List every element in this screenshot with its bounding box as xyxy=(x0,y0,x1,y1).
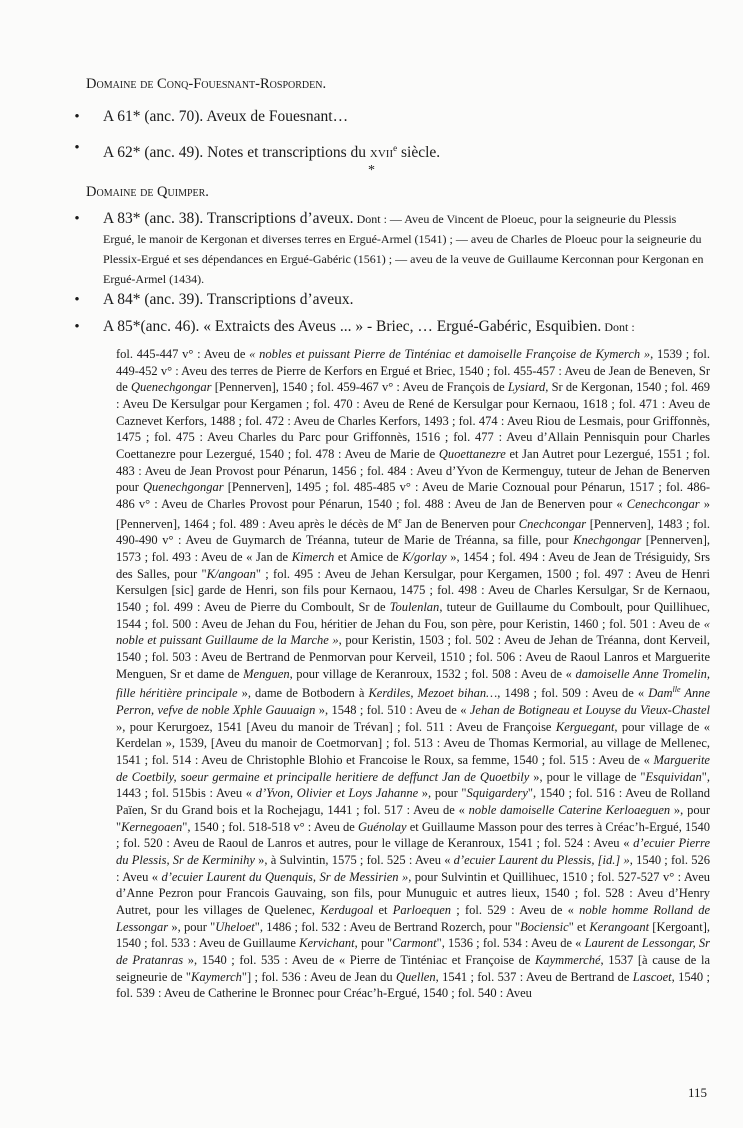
folio-text-segment: [Pennerven], 1483 ; fol. 490-490 v° : Aveu de Guymarch de Tréanna, tuteur de Marie de Tréanna, sa fille, pour xyxy=(116,516,710,548)
list-item-title: A 83* (anc. 38). Transcriptions d’aveux. xyxy=(103,210,354,227)
list-item-text-before: A 62* (anc. 49). Notes et transcriptions du xyxy=(103,144,370,162)
folio-text-segment: ; fol. 529 : Aveu de « xyxy=(451,902,580,917)
folio-text-segment: » [Pennerven], 1464 ; fol. 489 : Aveu après le décès de M xyxy=(116,496,711,531)
folio-text-segment: Kervichant xyxy=(299,936,355,951)
separator-star: * xyxy=(368,163,375,178)
list-item-detail: Dont : — Aveu de Vincent de Ploeuc, pour la seigneurie du Plessis Ergué, le manoir de Kergonan et diverses terres en Ergué-Armel (1541) ; — aveu de Charles de Ploeuc pour la seigneurie du Plessix-Ergué et ses dépendances en Ergué-Gabéric (1561) ; — aveu de la veuve de Guillaume Kerconnan pour Kergonan en Ergué-Armel (1434). xyxy=(103,212,704,286)
folio-text-segment: , 1498 ; fol. 509 : Aveu de « xyxy=(497,686,649,701)
list-item-text: A 84* (anc. 39). Transcriptions d’aveux. xyxy=(103,291,354,308)
folio-text-segment: Kerangoant xyxy=(589,919,650,934)
folio-text-segment: », pour Kerurgoez, 1541 [Aveu du manoir de Trévan] ; fol. 511 : Aveu de Françoise xyxy=(116,719,556,734)
folio-text-segment: », pour " xyxy=(116,803,710,834)
folio-text-segment: Carmont xyxy=(392,936,437,951)
list-item-a61 xyxy=(70,107,710,127)
folio-text-segment: , pour village de « Kerdelan », 1539, [Aveu du manoir de Coetmorvan] ; fol. 513 : Aveu de Thomas Kermorial, au village de Mellenec, 1541 ; fol. 514 : Aveu de Christophle Blohio et Francoise le Roux, sa femme, 1540 ; fol. 515 : Aveu de « xyxy=(116,719,711,768)
folio-text-segment: Anne Perron, vefve de noble Xphle Gauuaign xyxy=(116,686,711,718)
bullet-icon: • xyxy=(74,211,80,227)
folio-text-segment: d’Yvon, Olivier et Loys Jahanne xyxy=(255,786,419,801)
folio-text-segment: », pour " xyxy=(168,919,216,934)
folio-text-segment: Bociensic xyxy=(520,919,569,934)
bullet-icon: • xyxy=(74,319,80,335)
folio-text-segment: , pour Sulvintin et Quillihuec, 1510 ; fol. 527-527 v° : Aveu d’Anne Pezron pour Francois Gauvaing, son fils, pour Munuguic et autres lieux, 1540 ; fol. 528 : Aveu d’Henry Autret, pour les villages de Quelenec, xyxy=(116,869,710,917)
bullet-icon: • xyxy=(74,292,80,308)
folio-text-segment: fol. 445-447 v° : Aveu de xyxy=(116,347,250,361)
list-item-text xyxy=(103,317,710,337)
page-number: 115 xyxy=(688,1085,708,1100)
folio-text-segment: », pour le village de " xyxy=(529,769,646,784)
folio-text-segment: ", 1540 ; fol. 518-518 v° : Aveu de xyxy=(182,819,358,834)
folio-text-segment: Quoettanezre xyxy=(438,446,506,461)
folio-text-segment: « noble et puissant Guillaume de la Marche » xyxy=(116,616,710,648)
folio-text-segment: Cnechcongar xyxy=(518,516,587,531)
bullet-icon: • xyxy=(74,140,80,156)
folio-text-segment: Jan de Benerven pour xyxy=(401,516,519,531)
bullet-icon: • xyxy=(74,109,80,125)
folio-text-segment: [Pennerven], 1495 ; fol. 485-485 v° : Aveu de Marie Coznoual pour Pénarun, 1517 ; fol. 486-486 v° : Aveu de Charles Provost pour Pénarun, 1540 ; fol. 488 : Aveu de Jan de Benerven pour « xyxy=(116,480,710,511)
folio-text-segment: , 1541 ; fol. 537 : Aveu de Bertrand de xyxy=(435,969,633,984)
folio-text-segment: [Kergoant], 1540 ; fol. 533 : Aveu de Guillaume xyxy=(116,919,711,951)
folio-text-segment: " ; fol. 495 : Aveu de Jehan Kersulgar, pour Kergamen, 1500 ; fol. 497 : Aveu de Henri Kersulgen [sic] garde de Henri, son fils pour Kernaou, 1475 ; fol. 498 : Aveu de Charles Kersulgar, Sr de Kernaou, 1540 ; fol. 499 : Aveu de Pierre du Comboult, Sr de xyxy=(116,566,710,614)
folio-text-segment: Quenechgongar xyxy=(143,480,224,495)
folio-text-segment: "] ; fol. 536 : Aveu de Jean du xyxy=(241,969,397,984)
folio-text-segment: K/gorlay xyxy=(402,550,447,565)
folio-text-segment: », 1454 ; fol. 494 : Aveu de Jean de Trésiguidy, Srs des Salles, pour " xyxy=(116,550,710,581)
folio-text-segment: Squigardery xyxy=(466,786,528,801)
folio-text-segment: ", 1486 ; fol. 532 : Aveu de Bertrand Rozerch, pour " xyxy=(254,919,521,934)
folio-text-segment: et Amice de xyxy=(334,550,403,565)
folio-text-segment: Lysiard xyxy=(507,380,546,395)
folio-list-paragraph xyxy=(116,346,710,1002)
list-item-a84 xyxy=(70,290,710,310)
list-item-text xyxy=(103,209,710,289)
folio-text-segment: Kerdugoal xyxy=(320,902,374,917)
folio-text-segment: Parloequen xyxy=(392,902,452,917)
list-item-text xyxy=(103,138,710,163)
folio-text-segment: Lascoet xyxy=(632,969,672,984)
folio-text-segment: [Pennerven], 1540 ; fol. 459-467 v° : Aveu de François de xyxy=(211,380,508,395)
century-roman: xvii xyxy=(369,144,394,162)
folio-text-segment: ", 1443 ; fol. 515bis : Aveu « xyxy=(116,769,710,801)
folio-text-segment: Kaymmerché xyxy=(535,952,601,967)
folio-text-segment: noble homme Rolland de Lessongar xyxy=(116,902,710,934)
folio-text-segment: d’ecuier Laurent du Plessis, [id.] » xyxy=(453,853,630,867)
century-sup: e xyxy=(393,143,398,153)
folio-text-segment: , pour " xyxy=(354,936,393,951)
list-item-a85 xyxy=(70,317,710,337)
folio-text-segment: Menguen xyxy=(243,666,290,681)
section-heading-conq-fouesnant: Domaine de Conq-Fouesnant-Rosporden. xyxy=(86,76,327,92)
list-item-text-after: siècle. xyxy=(397,144,441,162)
folio-text-segment: d’ecuier Laurent du Quenquis, Sr de Messirien » xyxy=(161,869,409,884)
list-item-title: A 85*(anc. 46). « Extraicts des Aveus ... » - Briec, … Ergué-Gabéric, Esquibien. xyxy=(103,318,602,335)
folio-text-segment: Knechgongar xyxy=(573,533,642,548)
folio-text-segment: e xyxy=(398,515,402,525)
folio-text-segment: Dam xyxy=(648,686,673,701)
folio-text-segment: Esquividan xyxy=(645,769,702,784)
folio-text-segment: », pour " xyxy=(418,786,467,801)
list-item-a62 xyxy=(70,138,710,163)
folio-text-segment: Kernegoaen xyxy=(121,819,183,834)
list-item-detail: Dont : xyxy=(601,320,635,334)
folio-text-segment: noble damoiselle Caterine Kerloaeguen xyxy=(468,803,671,818)
folio-text-segment: Kerguegant xyxy=(555,719,615,734)
folio-text-segment: ", 1536 ; fol. 534 : Aveu de « xyxy=(436,936,585,951)
folio-text-segment: d’ecuier Pierre du Plessis, Sr de Kerminihy xyxy=(116,836,710,867)
folio-text-segment: », 1548 ; fol. 510 : Aveu de « xyxy=(315,703,470,718)
folio-text-segment: , 1539 ; fol. 449-452 v° : Aveu des terres de Pierre de Kerfors en Ergué et Briec, 1540 ; fol. 455-457 : Aveu de Jean de Beneven, Sr de xyxy=(116,347,711,395)
folio-text-segment: damoiselle Anne Tromelin, fille héritière principale xyxy=(116,666,710,701)
folio-text-segment: lle xyxy=(672,685,681,695)
folio-text-segment: ", 1540 ; fol. 516 : Aveu de Rolland Païen, Sr du Grand bois et la Rochejagu, 1441 ; fol. 517 : Aveu de « xyxy=(116,786,711,818)
folio-text-segment: , tuteur de Guillaume du Comboult, pour Quillihuec, 1544 ; fol. 500 : Aveu de Jehan du Fou, héritier de Jehan du Fou, son père, pour Keristin, 1460 ; fol. 501 : Aveu de xyxy=(116,600,710,631)
folio-text-segment: [Pennerven], 1573 ; fol. 493 : Aveu de « Jan de xyxy=(116,533,710,565)
section-heading-quimper: Domaine de Quimper. xyxy=(86,184,209,200)
folio-text-segment: Guénolay xyxy=(357,819,407,834)
folio-text-segment: Cenechcongar xyxy=(626,496,700,511)
folio-text-segment: K/angoan xyxy=(206,566,256,581)
folio-text-segment: Kaymerch xyxy=(190,969,242,984)
folio-text-segment: , Sr de Kergonan, 1540 ; fol. 469 : Aveu De Kersulgar pour Kergamen ; fol. 470 : Aveu de René de Kersulgar pour Kernaou, 1618 ; fol. 471 : Aveu de Caznevet Kerfors, 1488 ; fol. 472 : Aveu de Charles Kerfors, 1493 ; fol. 474 : Aveu Riou de Lesmais, pour Griffonnès, 1475 ; fol. 475 : Aveu Charles du Parc pour Griffonnès, 1516 ; fol. 477 : Aveu d’Allain Pennisquin pour Charles Coettanezre pour Lezergué, 1540 ; fol. 478 : Aveu de Marie de xyxy=(116,380,710,461)
folio-text-segment: , pour village de Keranroux, 1532 ; fol. 508 : Aveu de « xyxy=(289,666,576,681)
folio-text-segment: " et xyxy=(568,919,590,934)
folio-text-segment: , pour Keristin, 1503 ; fol. 502 : Aveu de Jehan de Tréanna, dont Kerveil, 1540 ; fol. 503 : Aveu de Bertrand de Penmorvan pour Kerveil, 1510 ; fol. 506 : Aveu de Raoul Lanros et Marguerite Menguen, Sr et dame de xyxy=(116,633,711,681)
folio-text-segment: Marguerite de Coetbily, soeur germaine et principalle heritiere de deffunct Jan de Quoetbily xyxy=(116,753,710,784)
folio-text-segment: Jehan de Botigneau et Louyse du Vieux-Chastel xyxy=(469,703,711,718)
folio-text-segment: », dame de Botbodern à xyxy=(237,686,369,701)
folio-text-segment: Kimerch xyxy=(291,550,335,565)
folio-text-segment: , 1537 [à cause de la seigneurie de " xyxy=(116,952,710,984)
folio-text-segment: Quellen xyxy=(396,969,436,984)
folio-text-segment: et Guillaume Masson pour des terres à Créac’h-Ergué, 1540 ; fol. 520 : Aveu de Raoul de Lanros et autres, pour le village de Keranroux, 1541 ; fol. 524 : Aveu « xyxy=(116,819,710,851)
folio-text-segment: Uheloet xyxy=(215,919,255,934)
folio-text-segment: et Jan Autret pour Lezergué, 1551 ; fol. 483 : Aveu de Jean Provost pour Pénarun, 1456 ; fol. 484 : Aveu d’Yvon de Kermenguy, tuteur de Jehan de Benerven pour xyxy=(116,446,710,495)
folio-text-segment: , 1540 ; fol. 526 : Aveu « xyxy=(116,853,710,884)
folio-text-segment: », 1540 ; fol. 535 : Aveu de « Pierre de Tinténiac et Françoise de xyxy=(183,952,536,967)
folio-text-segment: Laurent de Lessongar, Sr de Pratanras xyxy=(116,936,710,967)
folio-text-segment: et xyxy=(373,902,393,917)
list-item-text: A 61* (anc. 70). Aveux de Fouesnant… xyxy=(103,108,349,125)
folio-text-segment: Quenechgongar xyxy=(130,380,212,395)
folio-text-segment: », à Sulvintin, 1575 ; fol. 525 : Aveu « xyxy=(254,853,454,867)
folio-text-segment: , 1540 ; fol. 539 : Aveu de Catherine le Bronnec pour Créac’h-Ergué, 1540 ; fol. 540 : Aveu xyxy=(116,969,710,1001)
folio-text-segment: Kerdiles, Mezoet bihan… xyxy=(368,686,498,701)
folio-text-segment: « nobles et puissant Pierre de Tinténiac et damoiselle Françoise de Kymerch » xyxy=(249,347,651,361)
folio-text-segment: Toulenlan xyxy=(389,600,440,614)
list-item-a83 xyxy=(70,209,710,289)
